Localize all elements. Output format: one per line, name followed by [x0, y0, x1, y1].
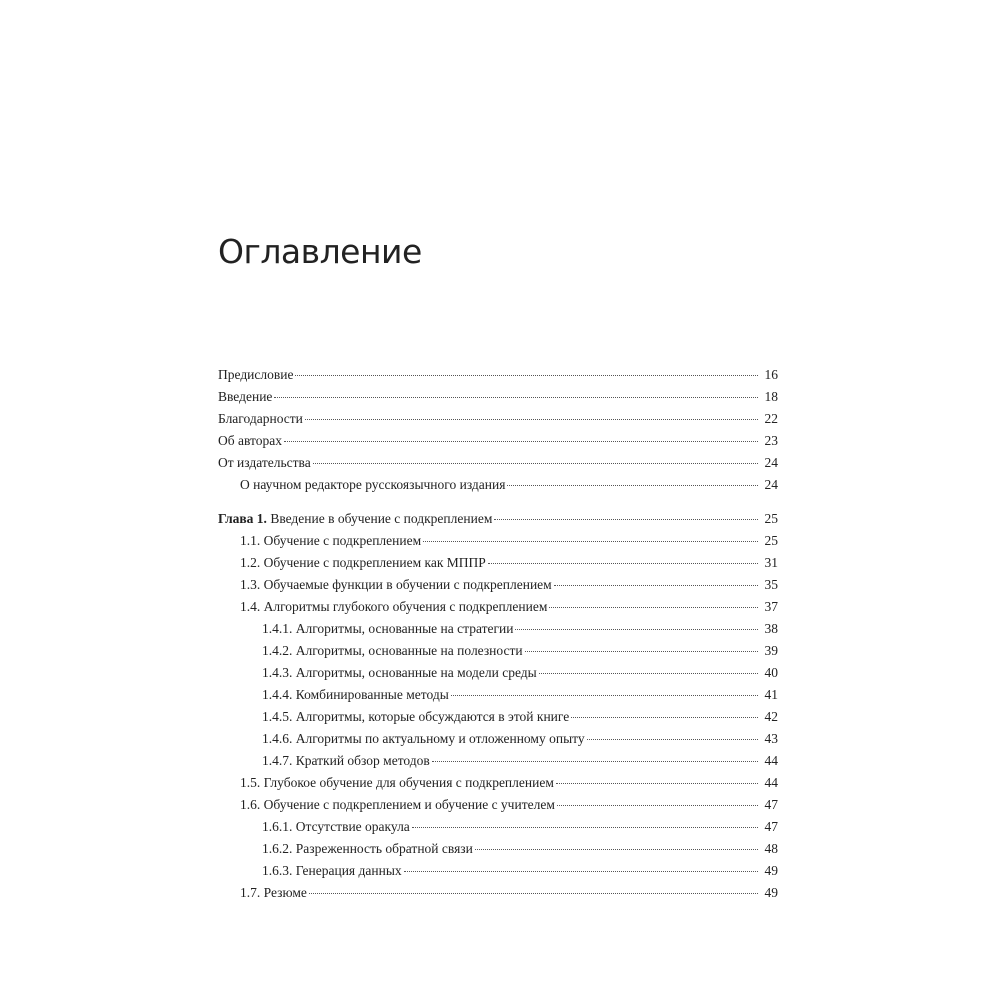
toc-entry-text: Введение — [218, 389, 273, 404]
dot-leader — [515, 629, 758, 630]
toc-entry-text: 1.4.7. Краткий обзор методов — [262, 753, 430, 768]
toc-entry-1-6[interactable] — [218, 794, 778, 816]
toc-page-number: 41 — [764, 687, 778, 702]
toc-entry-text: О научном редакторе русскоязычного издания — [240, 477, 506, 492]
toc-entry-text: 1.2. Обучение с подкреплением как МППР — [240, 555, 486, 570]
toc-page-number: 42 — [764, 709, 778, 724]
toc-page-number: 35 — [764, 577, 778, 592]
toc-page-number: 43 — [764, 731, 778, 746]
toc-page-number: 47 — [764, 819, 778, 834]
toc-page-number: 49 — [764, 885, 778, 900]
toc-entry-text: 1.1. Обучение с подкреплением — [240, 533, 422, 548]
toc-page-number: 40 — [764, 665, 778, 680]
dot-leader — [557, 805, 758, 806]
dot-leader — [451, 695, 758, 696]
toc-entry-text: 1.4. Алгоритмы глубокого обучения с подкреплением — [240, 599, 548, 614]
toc-entry-text: 1.5. Глубокое обучение для обучения с подкреплением — [240, 775, 554, 790]
dot-leader — [587, 739, 758, 740]
dot-leader — [494, 519, 758, 520]
section-spacer — [218, 496, 778, 508]
toc-entry-text: 1.4.5. Алгоритмы, которые обсуждаются в этой книге — [262, 709, 570, 724]
dot-leader — [507, 485, 758, 486]
table-of-contents — [218, 364, 778, 904]
toc-page-number: 22 — [764, 411, 778, 426]
toc-entry-text: 1.6. Обучение с подкреплением и обучение с учителем — [240, 797, 555, 812]
toc-entry-preface[interactable] — [218, 364, 778, 386]
toc-entry-text: От издательства — [218, 455, 311, 470]
toc-entry-text: 1.6.1. Отсутствие оракула — [262, 819, 410, 834]
dot-leader — [571, 717, 758, 718]
toc-entry-1-6-1[interactable] — [218, 816, 778, 838]
dot-leader — [295, 375, 758, 376]
toc-entry-text: 1.6.3. Генерация данных — [262, 863, 402, 878]
toc-page-number: 24 — [764, 455, 778, 470]
dot-leader — [412, 827, 758, 828]
dot-leader — [549, 607, 758, 608]
toc-entry-text: 1.4.6. Алгоритмы по актуальному и отложенному опыту — [262, 731, 585, 746]
chapter-title: Введение в обучение с подкреплением — [270, 511, 493, 526]
toc-entry-1-4-1[interactable] — [218, 618, 778, 640]
toc-entry-from-publisher[interactable] — [218, 452, 778, 474]
toc-entry-1-4[interactable] — [218, 596, 778, 618]
dot-leader — [539, 673, 758, 674]
toc-entry-1-6-3[interactable] — [218, 860, 778, 882]
toc-page-number: 16 — [764, 367, 778, 382]
dot-leader — [274, 397, 758, 398]
toc-entry-text: 1.4.3. Алгоритмы, основанные на модели среды — [262, 665, 537, 680]
toc-entry-1-4-7[interactable] — [218, 750, 778, 772]
toc-page-number: 25 — [764, 511, 778, 526]
toc-page-number: 49 — [764, 863, 778, 878]
dot-leader — [554, 585, 758, 586]
toc-entry-1-5[interactable] — [218, 772, 778, 794]
toc-entry-1-4-5[interactable] — [218, 706, 778, 728]
toc-entry-1-2[interactable] — [218, 552, 778, 574]
dot-leader — [423, 541, 758, 542]
toc-entry-text: 1.4.4. Комбинированные методы — [262, 687, 449, 702]
toc-entry-text: 1.3. Обучаемые функции в обучении с подкреплением — [240, 577, 552, 592]
toc-entry-text: 1.4.1. Алгоритмы, основанные на стратегии — [262, 621, 514, 636]
toc-entry-1-4-2[interactable] — [218, 640, 778, 662]
toc-entry-about-authors[interactable] — [218, 430, 778, 452]
toc-entry-1-1[interactable] — [218, 530, 778, 552]
dot-leader — [475, 849, 758, 850]
dot-leader — [305, 419, 758, 420]
toc-entry-chapter-1[interactable] — [218, 508, 778, 530]
toc-page-number: 31 — [764, 555, 778, 570]
toc-entry-text: Об авторах — [218, 433, 282, 448]
toc-page-number: 48 — [764, 841, 778, 856]
toc-page-number: 18 — [764, 389, 778, 404]
toc-entry-introduction[interactable] — [218, 386, 778, 408]
toc-entry-1-3[interactable] — [218, 574, 778, 596]
toc-page-number: 23 — [764, 433, 778, 448]
toc-page-number: 44 — [764, 775, 778, 790]
page-title: Оглавление — [218, 232, 422, 271]
toc-page-number: 39 — [764, 643, 778, 658]
dot-leader — [432, 761, 758, 762]
toc-entry-1-4-6[interactable] — [218, 728, 778, 750]
toc-entry-1-4-4[interactable] — [218, 684, 778, 706]
dot-leader — [284, 441, 758, 442]
toc-entry-text: 1.6.2. Разреженность обратной связи — [262, 841, 473, 856]
toc-page-number: 24 — [764, 477, 778, 492]
toc-page-number: 38 — [764, 621, 778, 636]
toc-entry-text — [218, 508, 492, 530]
dot-leader — [488, 563, 758, 564]
toc-entry-1-4-3[interactable] — [218, 662, 778, 684]
toc-entry-about-editor[interactable] — [218, 474, 778, 496]
dot-leader — [556, 783, 758, 784]
toc-page-number: 37 — [764, 599, 778, 614]
dot-leader — [313, 463, 758, 464]
toc-page-number: 47 — [764, 797, 778, 812]
toc-entry-text: Предисловие — [218, 367, 294, 382]
chapter-label: Глава 1. — [218, 511, 267, 526]
toc-page-number: 25 — [764, 533, 778, 548]
toc-entry-text: 1.7. Резюме — [240, 885, 307, 900]
toc-entry-acknowledgements[interactable] — [218, 408, 778, 430]
toc-entry-1-6-2[interactable] — [218, 838, 778, 860]
toc-entry-1-7[interactable] — [218, 882, 778, 904]
toc-entry-text: Благодарности — [218, 411, 303, 426]
dot-leader — [525, 651, 758, 652]
dot-leader — [404, 871, 758, 872]
toc-entry-text: 1.4.2. Алгоритмы, основанные на полезности — [262, 643, 523, 658]
toc-page-number: 44 — [764, 753, 778, 768]
dot-leader — [309, 893, 758, 894]
